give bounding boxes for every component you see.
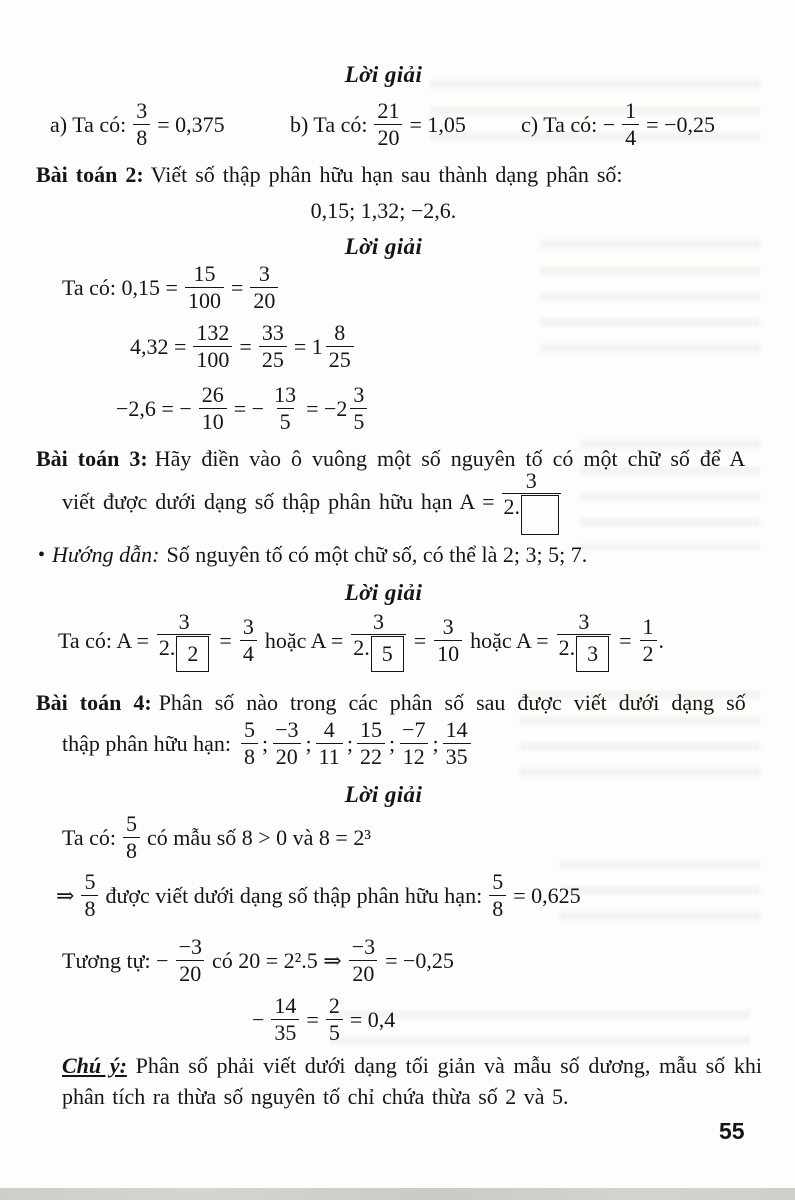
fraction [326, 994, 343, 1045]
fraction [374, 99, 402, 150]
decimal-list: 0,15; 1,32; −2,6. [310, 198, 457, 223]
fraction-denominator: 20 [349, 960, 377, 987]
math-text: Ta có: [62, 825, 117, 850]
problem-4-text: Phân số nào trong các phân số sau được viết dưới dạng số [158, 690, 746, 715]
fraction-denominator: 35 [271, 1019, 299, 1046]
fraction-denominator: 20 [250, 287, 278, 314]
fraction-numerator: 1 [625, 98, 637, 124]
math-text: hoặc A = [264, 628, 344, 653]
fraction-numerator: 14 [445, 717, 468, 743]
fraction-numerator: 26 [201, 382, 224, 408]
math-text: = [619, 628, 632, 653]
fraction-numerator: −3 [178, 934, 202, 960]
fraction-denominator: 8 [133, 124, 150, 151]
hint-text: Số nguyên tố có một chữ số, có thể là 2; 3; 5; 7. [166, 542, 588, 567]
fraction [622, 99, 639, 150]
fraction [250, 262, 278, 313]
problem-2-statement [36, 160, 623, 190]
fraction-numerator: 3 [353, 382, 365, 408]
implies-arrow: ⇒ [56, 883, 75, 908]
fraction [123, 812, 140, 863]
problem-2-text: Viết số thập phân hữu hạn sau thành dạng phân số: [150, 162, 623, 187]
fraction [272, 718, 301, 769]
fraction-numerator: 3 [136, 98, 148, 124]
math-text: Tương tự: − [62, 948, 169, 973]
math-text: hoặc A = [470, 628, 549, 653]
fraction-denominator: 20 [374, 124, 402, 151]
math-text: có 20 = 2².5 ⇒ [211, 948, 342, 973]
solution-2-line-1 [62, 262, 278, 314]
answer-b-result: = 1,05 [409, 112, 466, 137]
math-text: Ta có: A = [58, 628, 149, 653]
solution-2-line-3 [116, 382, 367, 436]
answer-box: 5 [371, 636, 404, 672]
fraction [193, 321, 232, 372]
math-text: = −2 [306, 396, 348, 421]
answer-box: 2 [176, 636, 209, 672]
math-text: = [413, 628, 427, 653]
note-text: Phân số phải viết dưới dạng tối giản và mẫu số dương, mẫu số khi phân tích ra thừa số nguyên tố chỉ chứa thừa số 2 và 5. [62, 1053, 762, 1110]
math-text: Ta có: 0,15 = [62, 275, 178, 300]
fraction-denominator: 8 [241, 743, 258, 770]
math-text: = [230, 275, 244, 300]
fraction [185, 262, 224, 313]
fraction [241, 718, 258, 769]
fraction-numerator: 5 [84, 869, 96, 895]
fraction-numerator: 33 [261, 320, 284, 346]
empty-answer-box [521, 495, 559, 535]
answer-a-prefix: a) Ta có: [50, 112, 127, 137]
math-text: = [306, 1007, 319, 1032]
problem-4-statement-line-1 [36, 688, 746, 718]
fraction [350, 383, 367, 434]
fraction-numerator: −3 [351, 934, 376, 960]
hint-label: Hướng dẫn: [52, 542, 160, 567]
fraction-denominator: 5 [326, 1019, 343, 1046]
denominator-prefix: 2. [503, 494, 521, 520]
hint [38, 540, 587, 570]
fraction-denominator: 100 [185, 287, 224, 314]
problem-4-text-2: thập phân hữu hạn: [62, 731, 231, 756]
problem-2-label: Bài toán 2: [36, 162, 144, 187]
fraction-denominator: 22 [357, 743, 385, 770]
fraction-numerator: 3 [442, 614, 454, 640]
fraction-numerator: 5 [492, 869, 504, 895]
math-text: 4,32 = [130, 334, 187, 359]
fraction-denominator: 35 [443, 743, 471, 770]
fraction-numerator: 3 [178, 608, 190, 634]
fraction-numerator: −7 [402, 717, 426, 743]
solution-4-line-2 [56, 868, 581, 924]
fraction [443, 718, 471, 769]
fraction [489, 870, 506, 921]
note-paragraph [62, 1050, 762, 1112]
fraction-denominator: 25 [326, 346, 354, 373]
fraction-numerator: 3 [242, 614, 254, 640]
math-text: −2,6 = − [116, 396, 192, 421]
fraction [199, 383, 227, 434]
solution-heading-4 [0, 780, 767, 810]
fraction [640, 615, 657, 666]
fraction [176, 935, 205, 986]
problem-3-text-2: viết được dưới dạng số thập phân hữu hạn A = [62, 489, 495, 514]
boxed-fraction [351, 610, 406, 673]
fraction-numerator: 2 [328, 993, 340, 1019]
scan-bleed-artifact [560, 860, 760, 930]
fraction [271, 994, 299, 1045]
answer-a-result: = 0,375 [157, 112, 225, 137]
fraction-numerator: 14 [274, 993, 297, 1019]
fraction-denominator: 2 [640, 640, 657, 667]
boxed-fraction [502, 469, 562, 536]
problem-4-label: Bài toán 4: [36, 690, 152, 715]
fraction [316, 718, 343, 769]
fraction-numerator: 3 [525, 467, 537, 493]
separator: ; [305, 731, 312, 756]
answer-c-result: = −0,25 [646, 112, 715, 137]
fraction [259, 321, 287, 372]
fraction [349, 935, 378, 986]
fraction-numerator: 3 [373, 608, 384, 634]
fraction [271, 383, 299, 434]
solution-2-line-2 [130, 320, 354, 374]
boxed-fraction [157, 610, 212, 673]
fraction-denominator: 25 [259, 346, 287, 373]
fraction-denominator [557, 634, 612, 672]
fraction-denominator: 8 [81, 895, 98, 922]
fraction-denominator: 10 [434, 640, 462, 667]
fraction-numerator: 8 [334, 320, 346, 346]
fraction-denominator: 4 [622, 124, 639, 151]
denominator-prefix: 2. [353, 635, 370, 661]
fraction-denominator [157, 634, 212, 672]
fraction-numerator: 15 [359, 717, 382, 743]
fraction-denominator [502, 493, 562, 535]
answer-b [290, 96, 466, 154]
heading-text: Lời giải [344, 782, 423, 807]
heading-text: Lời giải [344, 62, 423, 87]
fraction-denominator: 12 [400, 743, 428, 770]
page-number: 55 [719, 1118, 745, 1144]
fraction-numerator: 3 [258, 261, 270, 287]
math-text: = [219, 628, 232, 653]
fraction-numerator: 13 [274, 382, 297, 408]
answer-box: 3 [576, 636, 609, 672]
math-text: = 0,4 [349, 1007, 396, 1032]
separator: ; [346, 731, 353, 756]
fraction-denominator: 20 [176, 960, 204, 987]
fraction [399, 718, 428, 769]
separator: ; [388, 731, 396, 756]
heading-text: Lời giải [344, 580, 423, 605]
fraction-denominator: 11 [316, 743, 343, 770]
fraction-denominator: 5 [277, 408, 294, 435]
math-text: có mẫu số 8 > 0 và 8 = 2³ [147, 825, 371, 850]
answer-c [521, 96, 715, 154]
fraction [81, 870, 98, 921]
fraction-numerator: 15 [193, 261, 216, 287]
answer-a [50, 96, 225, 154]
fraction-numerator: −3 [275, 717, 299, 743]
fraction-numerator: 132 [196, 320, 230, 346]
fraction [434, 615, 462, 666]
fraction [357, 718, 385, 769]
boxed-fraction [557, 610, 612, 673]
denominator-prefix: 2. [558, 635, 576, 661]
separator: ; [432, 731, 439, 756]
heading-text: Lời giải [344, 234, 423, 259]
problem-3-label: Bài toán 3: [36, 446, 148, 471]
solution-heading-3 [0, 578, 767, 608]
math-text: = − [233, 396, 265, 421]
fraction-numerator: 1 [642, 614, 654, 640]
fraction-denominator: 4 [240, 640, 257, 667]
math-text: . [658, 628, 664, 653]
separator: ; [261, 731, 269, 756]
math-text: = [239, 334, 252, 359]
math-text: − [252, 1007, 265, 1032]
fraction-numerator: 3 [578, 608, 590, 634]
fraction [240, 615, 257, 666]
fraction-denominator: 5 [350, 408, 367, 435]
denominator-prefix: 2. [158, 635, 176, 661]
solution-heading-1 [0, 60, 767, 90]
fraction-numerator: 4 [323, 717, 335, 743]
fraction-denominator: 8 [489, 895, 506, 922]
math-text: = −0,25 [385, 948, 454, 973]
problem-3-text: Hãy điền vào ô vuông một số nguyên tố có một chữ số để A [154, 446, 746, 471]
fraction [133, 99, 150, 150]
fraction-numerator: 5 [126, 811, 138, 837]
math-text: được viết dưới dạng số thập phân hữu hạn: [105, 883, 483, 908]
fraction [326, 321, 354, 372]
fraction-numerator: 21 [377, 98, 400, 124]
answer-b-prefix: b) Ta có: [290, 112, 368, 137]
note-label: Chú ý: [62, 1053, 127, 1078]
solution-4-line-3 [62, 932, 454, 990]
answer-c-prefix: c) Ta có: − [521, 112, 616, 137]
fraction-denominator: 100 [193, 346, 232, 373]
fraction-denominator: 10 [199, 408, 227, 435]
math-text: = 1 [293, 334, 323, 359]
fraction-denominator [351, 634, 406, 672]
bullet-icon: • [38, 543, 46, 566]
fraction-denominator: 8 [123, 837, 140, 864]
scan-edge-bar [0, 1188, 795, 1200]
problem-2-numbers [0, 196, 767, 226]
fraction-denominator: 20 [273, 743, 301, 770]
solution-4-line-1 [62, 810, 371, 866]
solution-3-line [58, 606, 664, 676]
problem-4-statement-line-2 [62, 716, 471, 772]
solution-4-line-4 [252, 992, 395, 1048]
problem-3-statement-line-2 [62, 467, 561, 534]
fraction-numerator: 5 [243, 717, 255, 743]
solution-heading-2 [0, 232, 767, 262]
math-text: = 0,625 [513, 883, 581, 908]
